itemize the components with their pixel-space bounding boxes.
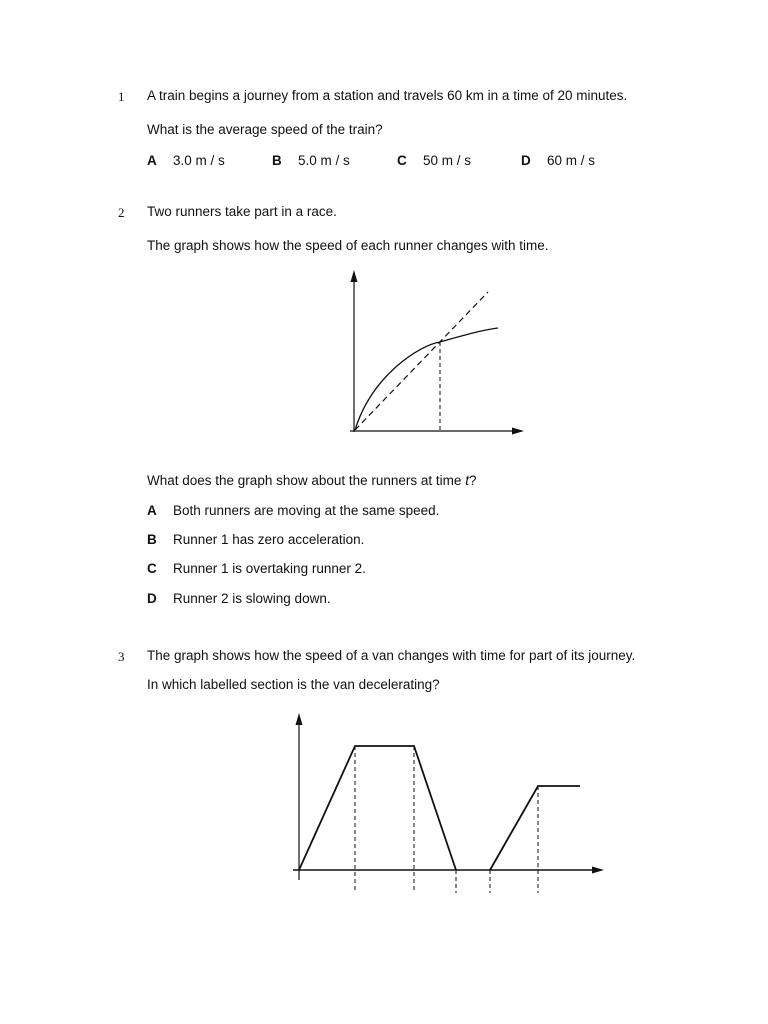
question-2-stem: Two runners take part in a race. [147,204,337,219]
question-2-graph-intro: The graph shows how the speed of each runner changes with time. [147,238,549,253]
van-first-trip-line [299,746,456,870]
runner-dashed-line [355,292,488,430]
q2-prompt-var: t [465,473,469,488]
option-letter: B [147,532,157,547]
option-text: 3.0 m / s [173,153,225,168]
q2-axes [350,278,515,432]
option-text: Runner 2 is slowing down. [173,591,331,606]
option-letter: A [147,153,157,168]
option-letter: D [147,591,157,606]
van-speed-time-graph [293,713,604,893]
runner-solid-curve [355,328,498,430]
option-text: Both runners are moving at the same speed. [173,503,440,518]
question-1-number: 1 [118,89,125,104]
option-text: 50 m / s [423,153,472,168]
option-letter: A [147,503,157,518]
q2-prompt-prefix: What does the graph show about the runners at time [147,473,466,488]
option-letter: B [272,153,282,168]
q2-option-c[interactable] [147,561,366,576]
option-text: 5.0 m / s [298,153,350,168]
q2-prompt-suffix: ? [468,473,477,488]
q3-y-axis-arrowhead [296,713,303,725]
question-3-stem: The graph shows how the speed of a van changes with time for part of its journey. [147,648,636,663]
q2-y-axis-arrowhead [351,270,358,282]
option-letter: C [147,561,157,576]
question-1-prompt: What is the average speed of the train? [147,122,383,137]
question-3-number: 3 [118,649,125,664]
option-letter: C [397,153,407,168]
question-1-stem: A train begins a journey from a station and travels 60 km in a time of 20 minutes. [147,88,628,103]
option-text: Runner 1 has zero acceleration. [173,532,365,547]
option-text: Runner 1 is overtaking runner 2. [173,561,366,576]
option-text: 60 m / s [547,153,596,168]
q2-option-b[interactable] [147,532,364,547]
question-2-number: 2 [118,205,125,220]
q2-option-d[interactable] [147,591,331,606]
question-2-prompt [147,473,476,488]
van-second-trip-line [490,786,580,870]
q2-x-axis-arrowhead [512,428,524,435]
question-3-prompt: In which labelled section is the van decelerating? [147,677,440,692]
q3-x-axis-arrowhead [592,867,604,874]
q2-option-a[interactable] [147,503,439,518]
option-letter: D [521,153,531,168]
